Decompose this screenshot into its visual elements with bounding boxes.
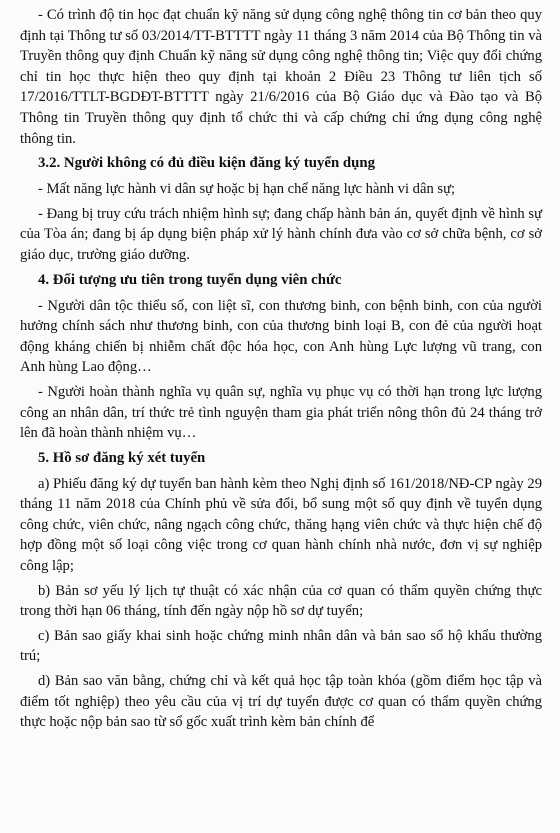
section-heading-4: 4. Đối tượng ưu tiên trong tuyển dụng viên chức <box>38 271 342 288</box>
paragraph-item-a: a) Phiếu đăng ký dự tuyển ban hành kèm theo Nghị định số 161/2018/NĐ-CP ngày 29 tháng 11 năm 2018 của Chính phủ về sửa đổi, bổ sung một số quy định về tuyển dụng công chức, viên chức, nâng ngạch công chức, thăng hạng viên chức và thực hiện chế độ hợp đồng một số loại công việc trong cơ quan hành chính nhà nước, đơn vị sự nghiệp công lập; <box>20 475 542 575</box>
paragraph-civil-capacity: - Mất năng lực hành vi dân sự hoặc bị hạn chế năng lực hành vi dân sự; <box>38 181 456 198</box>
paragraph-item-c: c) Bản sao giấy khai sinh hoặc chứng minh nhân dân và bản sao sổ hộ khẩu thường trú; <box>20 627 542 665</box>
paragraph-it-requirement: - Có trình độ tin học đạt chuẩn kỹ năng sử dụng công nghệ thông tin cơ bản theo quy định tại Thông tư số 03/2014/TT-BTTTT ngày 11 tháng 3 năm 2014 của Bộ Thông tin và Truyền thông quy định Chuẩn kỹ năng sử dụng công nghệ thông tin; Việc quy đổi chứng chỉ tin học thực hiện theo quy định tại khoản 2 Điều 23 Thông tư liên tịch số 17/2016/TTLT-BGDĐT-BTTTT ngày 21/6/2016 của Bộ Giáo dục và Đào tạo và Bộ Thông tin Truyền thông quy định tổ chức thi và cấp chứng chỉ ứng dụng công nghệ thông tin. <box>20 7 542 147</box>
section-heading-3-2: 3.2. Người không có đủ điều kiện đăng ký tuyển dụng <box>38 155 375 172</box>
paragraph-item-b: b) Bản sơ yếu lý lịch tự thuật có xác nhận của cơ quan có thẩm quyền chứng thực trong thời hạn 06 tháng, tính đến ngày nộp hồ sơ dự tuyển; <box>20 582 542 620</box>
section-heading-5: 5. Hồ sơ đăng ký xét tuyển <box>38 449 206 466</box>
paragraph-priority-military: - Người hoàn thành nghĩa vụ quân sự, nghĩa vụ phục vụ có thời hạn trong lực lượng công an nhân dân, trí thức trẻ tình nguyện tham gia phát triển nông thôn đủ 24 tháng trở lên đã hoàn thành nhiệm vụ… <box>20 383 542 442</box>
paragraph-criminal-prosecution: - Đang bị truy cứu trách nhiệm hình sự; đang chấp hành bản án, quyết định về hình sự của Tòa án; đang bị áp dụng biện pháp xử lý hành chính đưa vào cơ sở chữa bệnh, cơ sở giáo dục, trường giáo dưỡng. <box>20 205 542 263</box>
paragraph-priority-ethnic: - Người dân tộc thiểu số, con liệt sĩ, con thương binh, con bệnh binh, con của người hưởng chính sách như thương binh, con của thương binh loại B, con đẻ của người hoạt động kháng chiến bị nhiễm chất độc hóa học, con Anh hùng Lực lượng vũ trang, con Anh hùng Lao động… <box>20 297 542 376</box>
paragraph-item-d: d) Bản sao văn bằng, chứng chỉ và kết quả học tập toàn khóa (gồm điểm học tập và điểm tốt nghiệp) theo yêu cầu của vị trí dự tuyển được cơ quan có thẩm quyền chứng thực hoặc nộp bản sao từ sổ gốc xuất trình kèm bản chính để <box>20 673 542 731</box>
